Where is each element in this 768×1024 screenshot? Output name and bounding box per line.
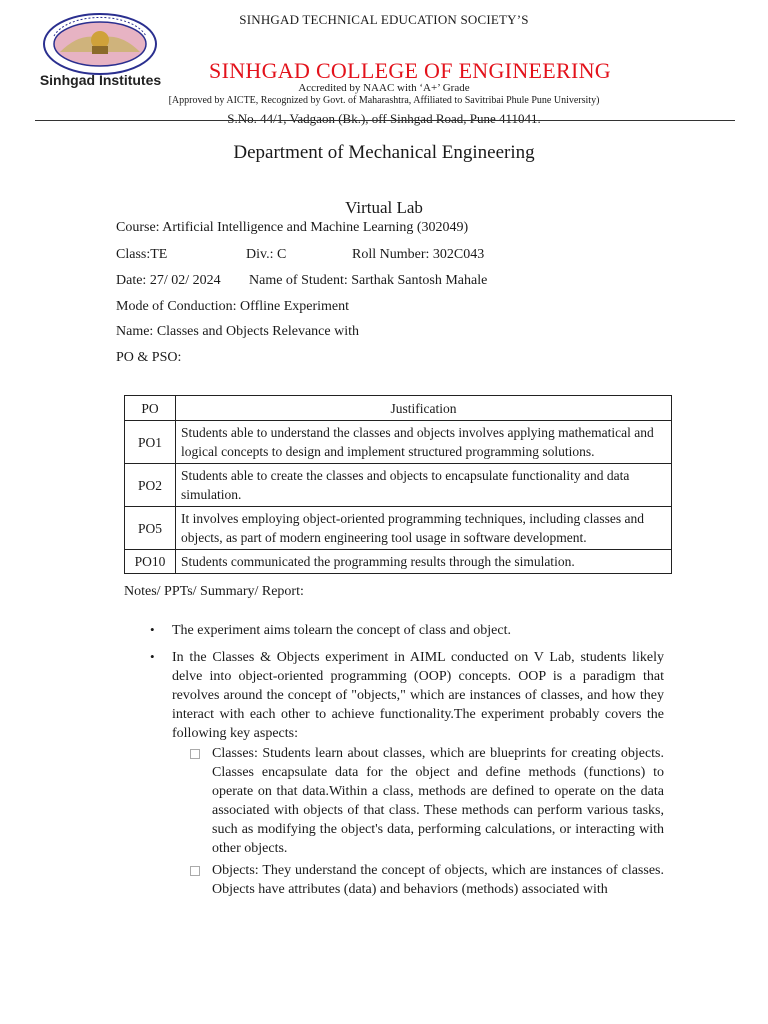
roll-number-line: Roll Number: 302C043: [352, 247, 485, 262]
student-name-line: Name of Student: Sarthak Santosh Mahale: [249, 273, 488, 288]
header-rule: [35, 120, 735, 121]
bullet-text: The experiment aims tolearn the concept of class and object.: [172, 623, 511, 638]
class-line: Class:TE: [116, 247, 168, 262]
mode-line: Mode of Conduction: Offline Experiment: [116, 299, 350, 314]
po-cell: PO10: [125, 550, 176, 574]
lab-title: Virtual Lab: [345, 198, 423, 217]
sub-bullet-text: [212, 744, 664, 858]
po-justification-table: [124, 395, 672, 574]
table-row: [125, 421, 672, 464]
justification-cell: It involves employing object-oriented programming techniques, including classes and objects, as part of modern engineering tool usage in software development.: [176, 507, 672, 550]
bullet-text: In the Classes & Objects experiment in AIML conducted on V Lab, students likely delve into object-oriented programming (OOP) concepts. OOP is a paradigm that revolves around the concept of "objects," which are instances of classes, and how they interact with each other to achieve functionality.The experiment probably covers the following key aspects:: [172, 650, 664, 741]
table-row: [125, 550, 672, 574]
society-name: SINHGAD TECHNICAL EDUCATION SOCIETY’S: [239, 12, 529, 27]
experiment-name-line: Name: Classes and Objects Relevance with: [116, 324, 359, 339]
justification-cell: Students able to create the classes and objects to encapsulate functionality and data simulation.: [176, 464, 672, 507]
notes-heading: Notes/ PPTs/ Summary/ Report:: [124, 584, 304, 599]
justification-cell: Students communicated the programming results through the simulation.: [176, 550, 672, 574]
table-row: [125, 507, 672, 550]
college-name: SINHGAD COLLEGE OF ENGINEERING: [209, 58, 611, 83]
department-title: Department of Mechanical Engineering: [233, 142, 535, 163]
table-row: [125, 464, 672, 507]
table-header-justification: Justification: [176, 396, 672, 421]
course-line: Course: Artificial Intelligence and Machine Learning (302049): [116, 220, 469, 235]
po-cell: PO1: [125, 421, 176, 464]
accreditation-line: Accredited by NAAC with ‘A+’ Grade: [298, 82, 470, 94]
justification-cell: Students able to understand the classes and objects involves applying mathematical and logical concepts to design and implement structured programming solutions.: [176, 421, 672, 464]
sub-bullet-classes-text: Classes: Students learn about classes, which are blueprints for creating objects. Classes encapsulate data for the object and define methods (functions) to operate on that data.Within a class, methods are defined to operate on the data associated with objects of that class. These methods can perform various tasks, such as modifying the object's data, performing calculations, or interacting with other objects.: [212, 746, 664, 856]
logo-caption: Sinhgad Institutes: [39, 72, 162, 88]
bullet-marker: •: [150, 649, 155, 664]
sub-bullet-text: [212, 861, 664, 899]
bullet-marker: •: [150, 622, 155, 637]
table-header-po: PO: [125, 396, 176, 421]
sub-bullet-box: [190, 866, 200, 876]
table-header-row: [125, 396, 672, 421]
address-line: S.No. 44/1, Vadgaon (Bk.), off Sinhgad Road, Pune 411041.: [227, 111, 541, 126]
date-line: Date: 27/ 02/ 2024: [116, 273, 221, 288]
po-cell: PO2: [125, 464, 176, 507]
sub-bullet-objects-text: Objects: They understand the concept of objects, which are instances of classes. Objects have attributes (data) and behaviors (methods) associated with: [212, 863, 664, 897]
approval-line: [Approved by AICTE, Recognized by Govt. of Maharashtra, Affiliated to Savitribai Phule Pune University): [168, 95, 600, 106]
po-cell: PO5: [125, 507, 176, 550]
po-pso-label: PO & PSO:: [116, 350, 182, 365]
division-line: Div.: C: [246, 247, 287, 262]
